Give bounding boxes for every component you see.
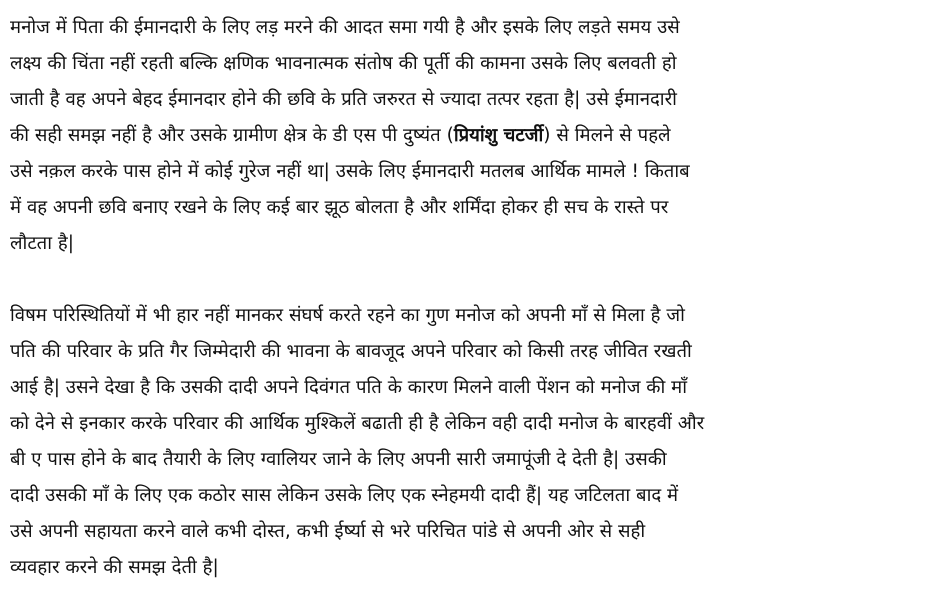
paragraph-line: लौटता है| xyxy=(10,233,74,254)
paragraph-line: जाती है वह अपने बेहद ईमानदार होने की छवि के प्रति जरुरत से ज्यादा तत्पर रहता है| उसे ईमानदारी xyxy=(10,89,677,110)
document-body xyxy=(10,0,940,586)
paragraph-line: उसे नक़ल करके पास होने में कोई गुरेज नहीं था| उसके लिए ईमानदारी मतलब आर्थिक मामले ! किताब xyxy=(10,161,690,182)
paragraph-line: विषम परिस्थितियों में भी हार नहीं मानकर संघर्ष करते रहने का गुण मनोज को अपनी माँ से मिला है जो xyxy=(10,305,685,326)
paragraph-line: दादी उसकी माँ के लिए एक कठोर सास लेकिन उसके लिए एक स्नेहमयी दादी हैं| यह जटिलता बाद में xyxy=(10,485,679,506)
paragraph-line: को देने से इनकार करके परिवार की आर्थिक मुश्किलें बढाती ही है लेकिन वही दादी मनोज के बारहवीं और xyxy=(10,413,705,434)
paragraph-line: में वह अपनी छवि बनाए रखने के लिए कई बार झूठ बोलता है और शर्मिंदा होकर ही सच के रास्ते पर xyxy=(10,197,669,218)
paragraph-line: पति की परिवार के प्रति गैर जिम्मेदारी की भावना के बावजूद अपने परिवार को किसी तरह जीवित रखती xyxy=(10,341,692,362)
paragraph-line: बी ए पास होने के बाद तैयारी के लिए ग्वालियर जाने के लिए अपनी सारी जमापूंजी दे देती है| उसकी xyxy=(10,449,667,470)
line-text: की सही समझ नहीं है और उसके ग्रामीण क्षेत्र के डी एस पी दुष्यंत ( xyxy=(10,125,454,146)
paragraph-line: व्यवहार करने की समझ देती है| xyxy=(10,557,219,578)
actor-name-bold: प्रियांशु चटर्जी xyxy=(453,125,544,146)
paragraph-line xyxy=(10,118,940,154)
paragraph-1 xyxy=(10,10,940,262)
paragraph-2 xyxy=(10,298,940,586)
line-text: ) से मिलने से पहले xyxy=(543,125,671,146)
paragraph-line: आई है| उसने देखा है कि उसकी दादी अपने दिवंगत पति के कारण मिलने वाली पेंशन को मनोज की माँ xyxy=(10,377,688,398)
paragraph-spacer xyxy=(10,262,940,298)
paragraph-line: उसे अपनी सहायता करने वाले कभी दोस्त, कभी ईर्ष्या से भरे परिचित पांडे से अपनी ओर से सही xyxy=(10,521,646,542)
paragraph-line: मनोज में पिता की ईमानदारी के लिए लड़ मरने की आदत समा गयी है और इसके लिए लड़ते समय उसे xyxy=(10,17,680,38)
paragraph-line: लक्ष्य की चिंता नहीं रहती बल्कि क्षणिक भावनात्मक संतोष की पूर्ती की कामना उसके लिए बलवती हो xyxy=(10,53,677,74)
